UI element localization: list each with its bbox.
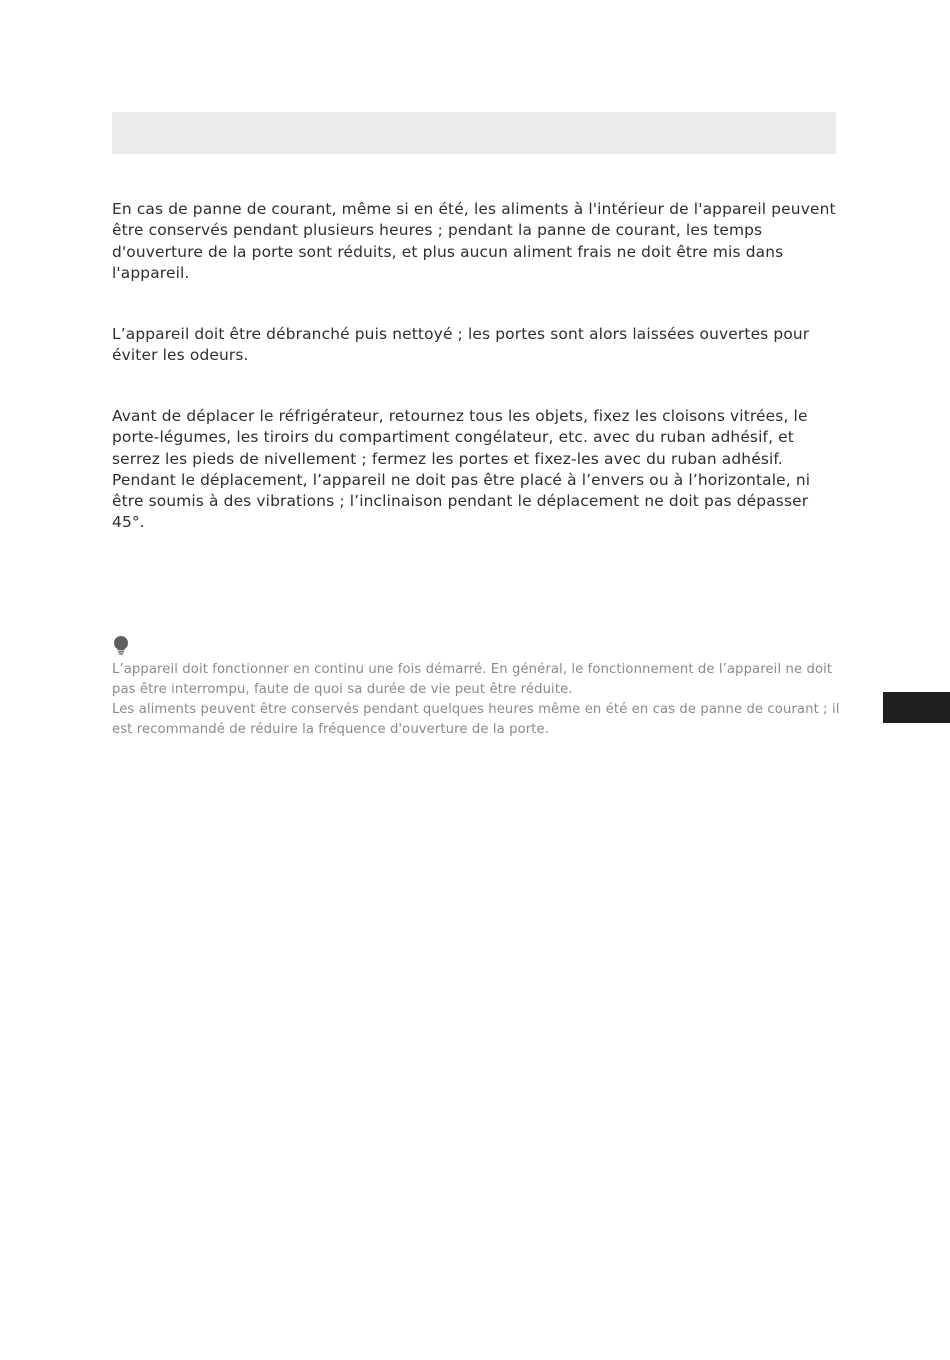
note-continuous-operation: L’appareil doit fonctionner en continu une fois démarré. En général, le fonctionnement de l’appareil ne doit pas être interrompu, faute de quoi sa durée de vie peut être réduite.	[112, 662, 833, 697]
paragraph-power-outage: En cas de panne de courant, même si en été, les aliments à l'intérieur de l'appareil peuvent être conservés pendant plusieurs heures ; pendant la panne de courant, les temps d'ouverture de la porte sont réduits, et plus aucun aliment frais ne doit être mis dans l'appareil.	[112, 200, 836, 282]
note-power-outage-tip: Les aliments peuvent être conservés pendant quelques heures même en été en cas de panne de courant ; il est recommandé de réduire la fréquence d'ouverture de la porte.	[112, 702, 840, 737]
side-tab-marker	[883, 692, 950, 723]
section-header-bar	[112, 112, 836, 154]
paragraph-unplug-clean: L’appareil doit être débranché puis nettoyé ; les portes sont alors laissées ouvertes pour éviter les odeurs.	[112, 325, 810, 365]
lightbulb-icon	[113, 636, 129, 655]
paragraph-moving-fridge: Avant de déplacer le réfrigérateur, retournez tous les objets, fixez les cloisons vitrées, le porte-légumes, les tiroirs du compartiment congélateur, etc. avec du ruban adhésif, et serrez les pieds de nivellement ; fermez les portes et fixez-les avec du ruban adhésif. Pendant le déplacement, l’appareil ne doit pas être placé à l’envers ou à l’horizontale, ni être soumis à des vibrations ; l’inclinaison pendant le déplacement ne doit pas dépasser 45°.	[112, 407, 811, 532]
